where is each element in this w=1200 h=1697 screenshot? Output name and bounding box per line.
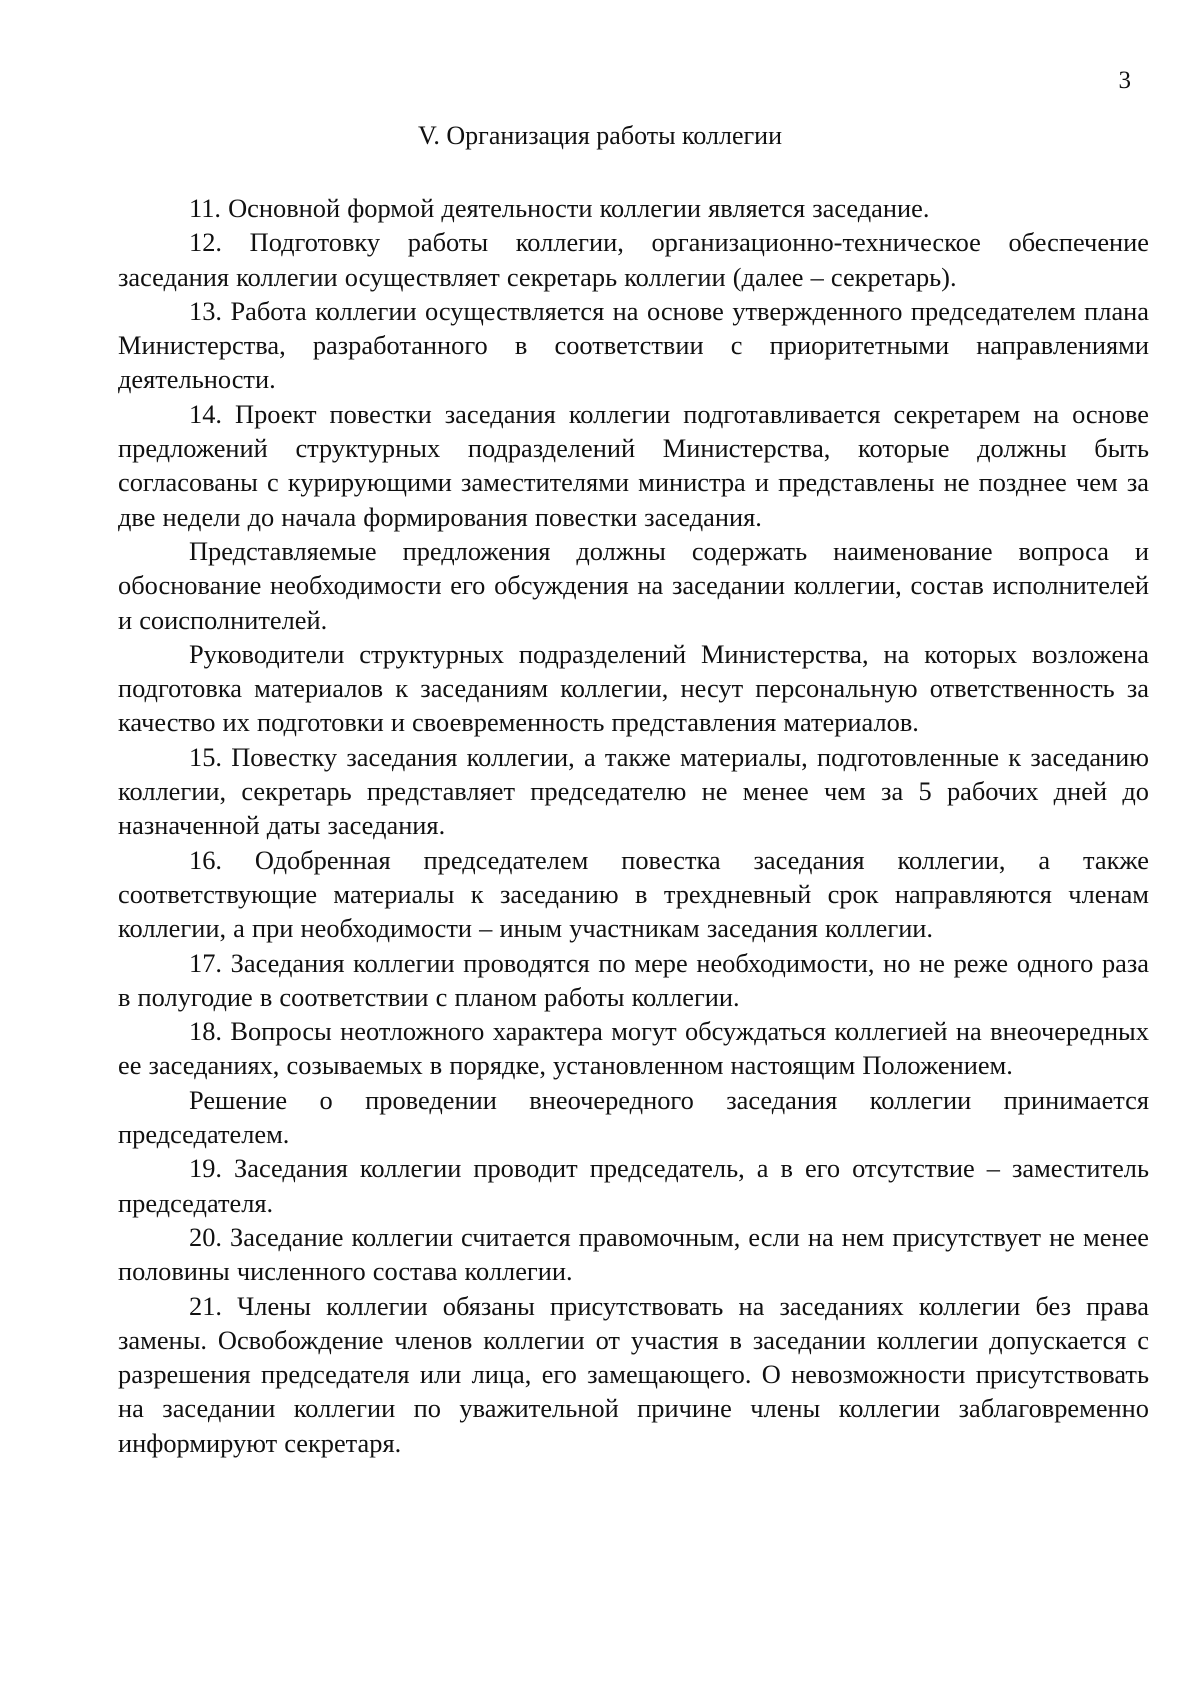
paragraph-14-responsibility: Руководители структурных подразделений Министерства, на которых возложена подготовка материалов к заседаниям коллегии, несут персональную ответственность за качество их подготовки и своевременность представления материалов. [118, 638, 1149, 738]
paragraph-12: 12. Подготовку работы коллегии, организационно-техническое обеспечение заседания коллегии осуществляет секретарь коллегии (далее – секретарь). [118, 227, 1149, 292]
page-number: 3 [1118, 67, 1131, 94]
paragraph-14: 14. Проект повестки заседания коллегии подготавливается секретарем на основе предложений структурных подразделений Министерства, которые должны быть согласованы с курирующими заместителями министра и представлены не позднее чем за две недели до начала формирования повестки заседания. [118, 398, 1149, 532]
paragraph-16: 16. Одобренная председателем повестка заседания коллегии, а также соответствующие материалы к заседанию в трехдневный срок направляются членам коллегии, а при необходимости – иным участникам заседания коллегии. [118, 844, 1149, 944]
document-body [118, 191, 1149, 1460]
paragraph-20: 20. Заседание коллегии считается правомочным, если на нем присутствует не менее половины численного состава коллегии. [118, 1221, 1149, 1287]
section-heading: V. Организация работы коллегии [417, 121, 783, 150]
paragraph-19: 19. Заседания коллегии проводит председатель, а в его отсутствие – заместитель председателя. [118, 1153, 1149, 1218]
paragraph-18: 18. Вопросы неотложного характера могут обсуждаться коллегией на внеочередных ее заседаниях, созываемых в порядке, установленном настоящим Положением. [118, 1016, 1149, 1081]
paragraph-13: 13. Работа коллегии осуществляется на основе утвержденного председателем плана Министерства, разработанного в соответствии с приоритетными направлениями деятельности. [118, 295, 1149, 395]
paragraph-15: 15. Повестку заседания коллегии, а также материалы, подготовленные к заседанию коллегии, секретарь представляет председателю не менее чем за 5 рабочих дней до назначенной даты заседания. [118, 741, 1149, 841]
paragraph-17: 17. Заседания коллегии проводятся по мере необходимости, но не реже одного раза в полугодие в соответствии с планом работы коллегии. [118, 947, 1149, 1012]
paragraph-21: 21. Члены коллегии обязаны присутствовать на заседаниях коллегии без права замены. Освобождение членов коллегии от участия в заседании коллегии допускается с разрешения председателя или лица, его замещающего. О невозможности присутствовать на заседании коллегии по уважительной причине члены коллегии заблаговременно информируют секретаря. [118, 1290, 1149, 1458]
paragraph-18-decision: Решение о проведении внеочередного заседания коллегии принимается председателем. [118, 1084, 1149, 1150]
paragraph-11: 11. Основной формой деятельности коллегии является заседание. [189, 193, 930, 223]
paragraph-14-proposals: Представляемые предложения должны содержать наименование вопроса и обоснование необходимости его обсуждения на заседании коллегии, состав исполнителей и соисполнителей. [118, 535, 1149, 635]
